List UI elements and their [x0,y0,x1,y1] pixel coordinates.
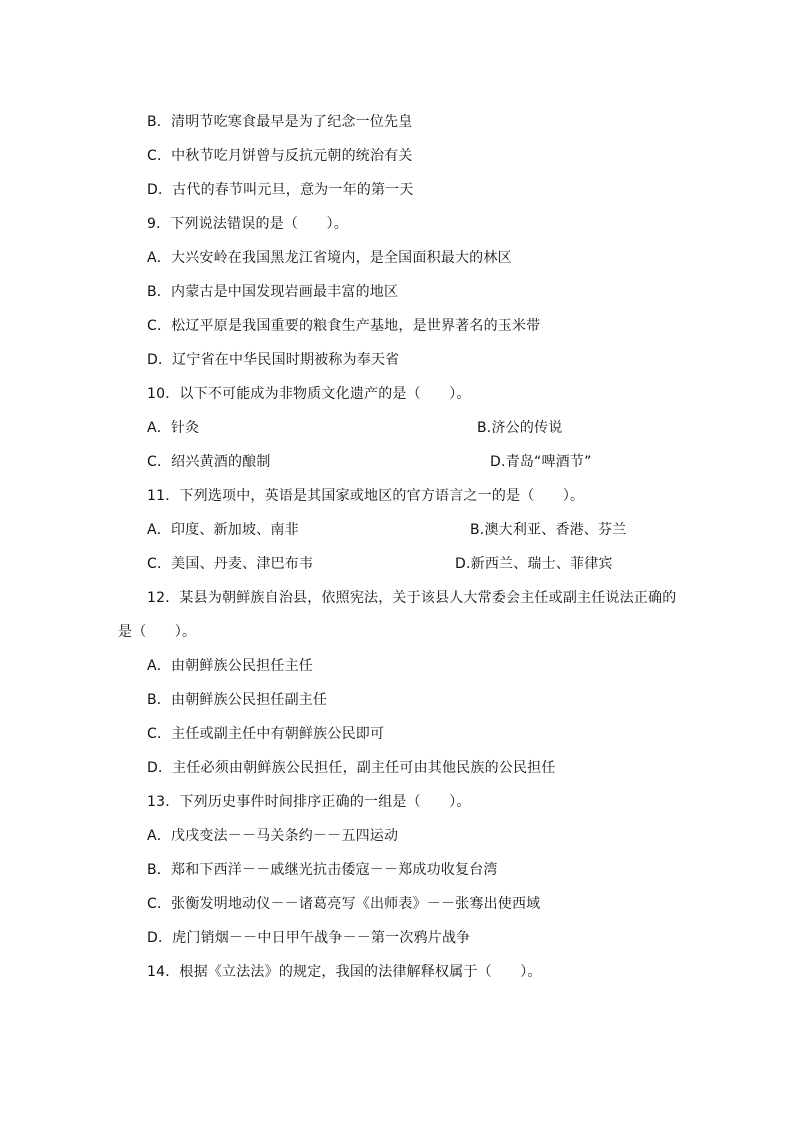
q8-option-b: B．清明节吃寒食最早是为了纪念一位先皇 [147,114,413,130]
q11-stem: 11．下列选项中，英语是其国家或地区的官方语言之一的是（ ）。 [147,488,585,504]
q11-option-b: B.澳大利亚、香港、芬兰 [470,522,627,538]
q11-option-a: A．印度、新加坡、南非 [147,522,299,538]
q9-option-d: D．辽宁省在中华民国时期被称为奉天省 [147,352,400,368]
q12-stem-line1: 12．某县为朝鲜族自治县，依照宪法，关于该县人大常委会主任或副主任说法正确的 [147,590,677,606]
q10-option-a: A．针灸 [147,420,200,436]
q10-option-b: B.济公的传说 [477,420,563,436]
q12-option-d: D．主任必须由朝鲜族公民担任，副主任可由其他民族的公民担任 [147,760,556,776]
q12-option-c: C．主任或副主任中有朝鲜族公民即可 [147,726,385,742]
q12-option-b: B．由朝鲜族公民担任副主任 [147,692,328,708]
q9-option-a: A．大兴安岭在我国黑龙江省境内，是全国面积最大的林区 [147,250,512,266]
q13-stem: 13．下列历史事件时间排序正确的一组是（ ）。 [147,794,471,810]
q12-option-a: A．由朝鲜族公民担任主任 [147,658,313,674]
q13-option-c: C．张衡发明地动仪－－诸葛亮写《出师表》－－张骞出使西域 [147,896,541,912]
q8-option-c: C．中秋节吃月饼曾与反抗元朝的统治有关 [147,148,413,164]
q11-option-c: C．美国、丹麦、津巴布韦 [147,556,314,572]
q13-option-b: B．郑和下西洋－－戚继光抗击倭寇－－郑成功收复台湾 [147,862,498,878]
q13-option-a: A．戊戌变法－－马关条约－－五四运动 [147,828,399,844]
q9-option-c: C．松辽平原是我国重要的粮食生产基地，是世界著名的玉米带 [147,318,541,334]
q10-option-c: C．绍兴黄酒的酿制 [147,454,271,470]
q11-option-d: D.新西兰、瑞士、菲律宾 [455,556,613,572]
q8-option-d: D．古代的春节叫元旦，意为一年的第一天 [147,182,414,198]
q12-stem-line2: 是（ ）。 [118,624,197,640]
q10-stem: 10．以下不可能成为非物质文化遗产的是（ ）。 [147,386,471,402]
q14-stem: 14．根据《立法法》的规定，我国的法律解释权属于（ ）。 [147,964,542,980]
q13-option-d: D．虎门销烟－－中日甲午战争－－第一次鸦片战争 [147,930,471,946]
q10-option-d: D.青岛“啤酒节” [490,454,592,470]
q9-option-b: B．内蒙古是中国发现岩画最丰富的地区 [147,284,399,300]
q9-stem: 9．下列说法错误的是（ ）。 [147,216,348,232]
